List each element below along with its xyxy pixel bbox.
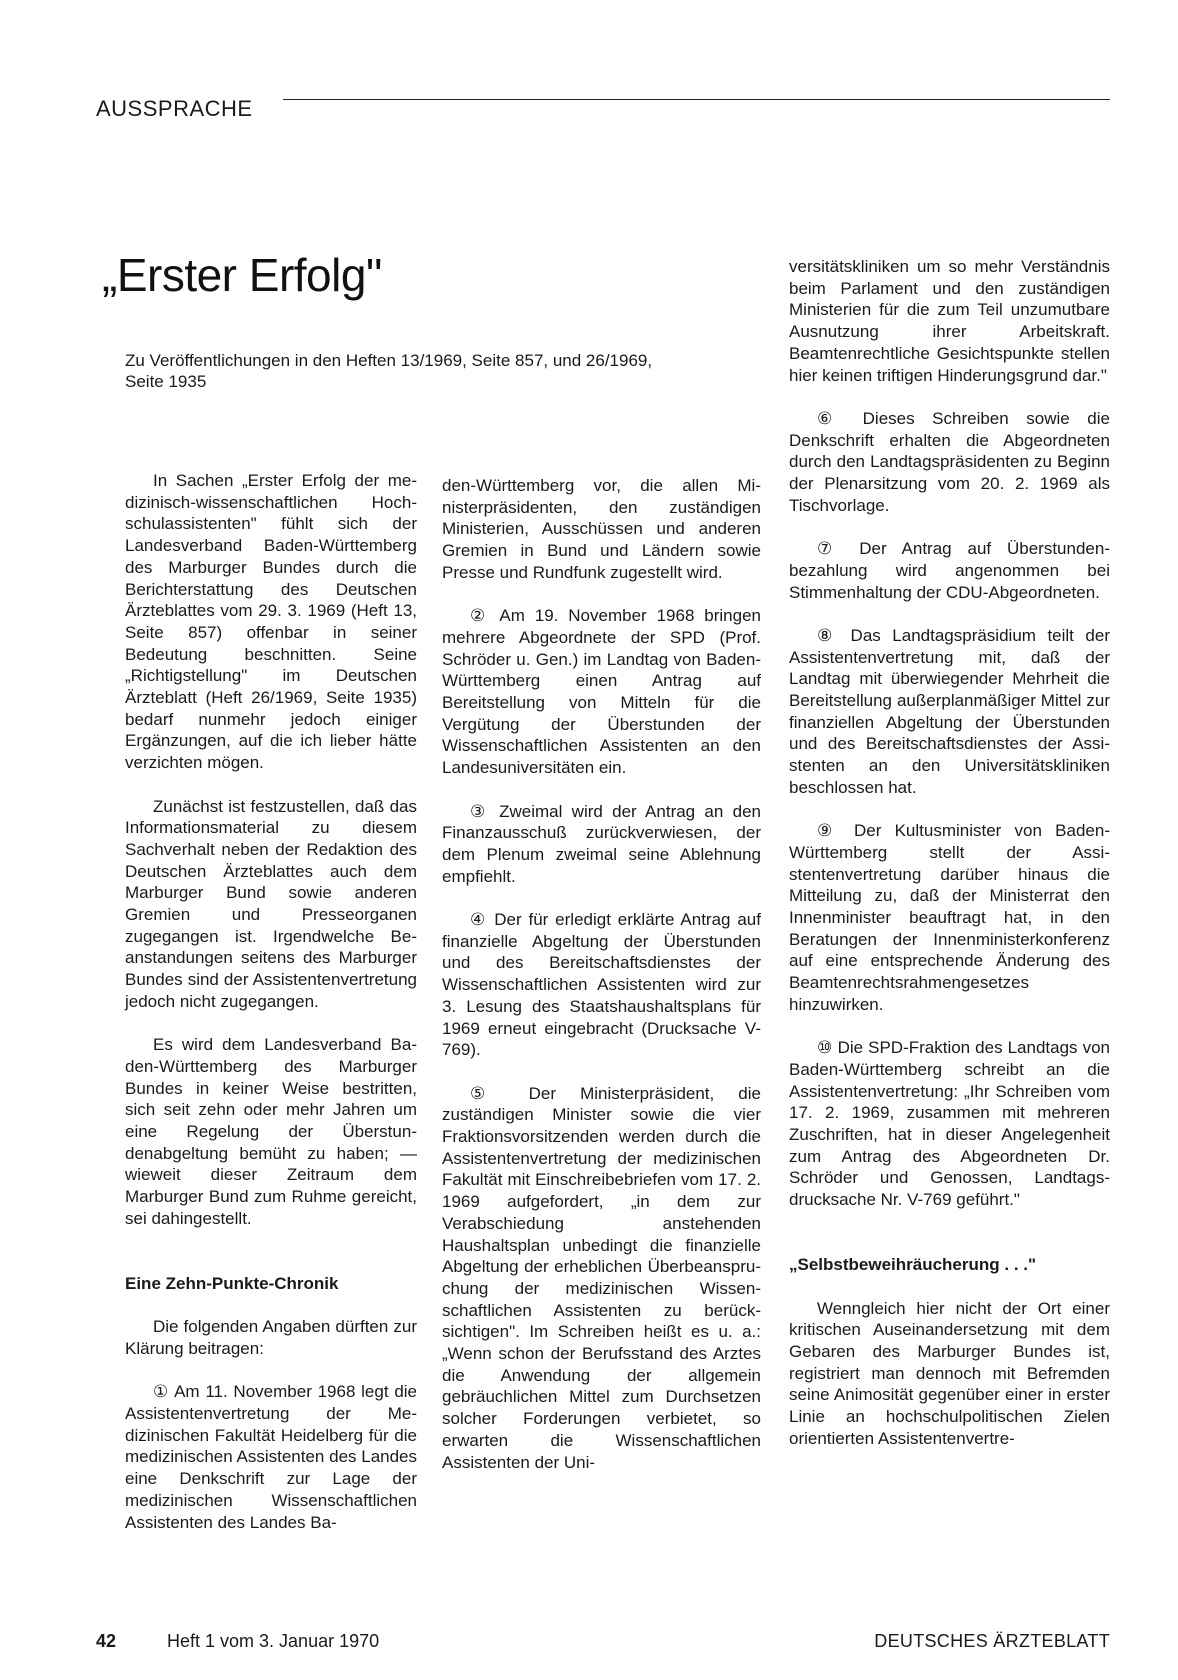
paragraph: Zunächst ist festzustellen, daß das Informationsmaterial zu diesem Sachverhalt neben der Redaktion des Deutschen Ärzteblattes auch dem Marburger Bund sowie anderen Gremien und Presseorganen zugegangen ist. Irgendwelche Beanstandungen seitens des Marburger Bundes sind der Assistentenvertretung jedoch nicht zugegangen. (125, 796, 417, 1011)
paragraph: In Sachen „Erster Erfolg der medizinisch-wissenschaftlichen Hochschulassistenten" fühlt sich der Landesverband Baden-Württemberg des Marburger Bundes durch die Berichterstattung des Deutschen Ärzteblattes vom 29. 3. 1969 (Heft 13, Seite 857) offenbar in seiner Bedeutung beschnitten. Seine „Richtigstellung" im Deutschen Ärzteblatt (Heft 26/1969, Seite 1935) bedarf nunmehr jedoch einiger Ergänzungen, auf die ich lieber hätte verzichten mögen. (125, 471, 417, 773)
article-title: „Erster Erfolg" (102, 249, 382, 301)
text-column-1 (125, 470, 417, 1555)
chronicle-item: ⑥ Dieses Schreiben sowie die Denkschrift erhalten die Abgeordneten durch den Landtagspräsidenten zu Beginn der Plenarsitzung vom 20. 2. 1969 als Tischvorlage. (789, 408, 1110, 515)
chronicle-item: ④ Der für erledigt erklärte Antrag auf finanzielle Abgeltung der Überstunden und des Bereitschaftsdienstes der Wissenschaftlichen Assistenten wird zur 3. Lesung des Staatshaushaltsplans für 1969 erneut eingebracht (Drucksache V-769). (442, 910, 761, 1060)
chronicle-item: ⑦ Der Antrag auf Überstundenbezahlung wird angenommen bei Stimmenhaltung der CDU-Abgeordneten. (789, 539, 1110, 602)
section-rule (283, 99, 1110, 100)
text-column-2 (442, 475, 761, 1495)
paragraph: Es wird dem Landesverband Baden-Württemberg des Marburger Bundes in keiner Weise bestritten, sich seit zehn oder mehr Jahren um eine Regelung der Überstundenabgeltung bemüht zu haben; — wieweit dieser Zeitraum dem Marburger Bund zum Ruhme gereicht, sei dahingestellt. (125, 1035, 417, 1228)
chronicle-item: ⑨ Der Kultusminister von Baden-Württemberg stellt der Assistentenvertretung darüber hinaus die Mitteilung zu, daß der Ministerrat den Innenminister beauftragt hat, in den Beratungen der Innenministerkonferenz auf eine entsprechende Änderung des Beamtenrechtsrahmengesetzes hinzuwirken. (789, 821, 1110, 1014)
section-subheading: „Selbstbeweihräucherung . . ." (789, 1254, 1037, 1274)
article-subtitle: Zu Veröffentlichungen in den Heften 13/1969, Seite 857, und 26/1969, Seite 1935 (125, 351, 653, 391)
paragraph: versitätskliniken um so mehr Verständnis beim Parlament und den zuständigen Ministerien für die zum Teil unzumutbare Ausnutzung ihrer Arbeitskraft. Beamtenrechtliche Gesichtspunkte stellen hier keinen triftigen Hinderungsgrund dar." (789, 257, 1110, 385)
issue-info: Heft 1 vom 3. Januar 1970 (167, 1631, 380, 1651)
section-label: AUSSPRACHE (96, 96, 253, 121)
section-subheading: Eine Zehn-Punkte-Chronik (125, 1273, 339, 1293)
chronicle-item: ① Am 11. November 1968 legt die Assistentenvertretung der Medizinischen Fakultät Heidelberg für die medizinischen Assistenten des Landes eine Denkschrift zur Lage der medizinischen Wissenschaftlichen Assistenten des Landes Ba- (125, 1382, 418, 1532)
text-column-3 (789, 256, 1110, 1471)
page-number: 42 (96, 1631, 117, 1651)
chronicle-item: ⑤ Der Ministerpräsident, die zuständigen Minister sowie die vier Fraktionsvorsitzenden werden durch die Assistentenvertretung der medizinischen Fakultät mit Einschreibebriefen vom 17. 2. 1969 aufgefordert, „in dem zur Verabschiedung anstehenden Haushaltsplan unbedingt die finanzielle Abgeltung der erheblichen Überbeanspruchung der medizinischen Wissenschaftlichen Assistenten zu berücksichtigen". Im Schreiben heißt es u. a.: „Wenn schon der Berufsstand des Arztes die Anwendung der allgemein gebräuchlichen Mittel zum Durchsetzen solcher Forderungen verbietet, so erwarten die Wissenschaftlichen Assistenten der Uni- (442, 1083, 761, 1472)
paragraph: Wenngleich hier nicht der Ort einer kritischen Auseinandersetzung mit dem Gebaren des Marburger Bundes ist, registriert man dennoch mit Befremden seine Animosität gegenüber einer in erster Linie an hochschulpolitischen Zielen orientierten Assistentenvertre- (789, 1298, 1110, 1448)
chronicle-item: ⑩ Die SPD-Fraktion des Landtags von Baden-Württemberg schreibt an die Assistentenvertretung: „Ihr Schreiben vom 17. 2. 1969, zusammen mit mehreren Zuschriften, hat in dieser Angelegenheit zum Antrag des Abgeordneten Dr. Schröder und Genossen, Landtagsdrucksache Nr. V-769 geführt." (789, 1038, 1110, 1210)
paragraph: den-Württemberg vor, die allen Ministerpräsidenten, den zuständigen Ministerien, Ausschüssen und anderen Gremien in Bund und Ländern sowie Presse und Rundfunk zugestellt wird. (442, 476, 761, 582)
chronicle-item: ③ Zweimal wird der Antrag an den Finanzausschuß zurückverwiesen, der dem Plenum zweimal seine Ablehnung empfiehlt. (442, 801, 761, 886)
chronicle-item: ② Am 19. November 1968 bringen mehrere Abgeordnete der SPD (Prof. Schröder u. Gen.) im Landtag von Baden-Württemberg einen Antrag auf Bereitstellung von Mitteln für die Vergütung der Überstunden der Wissenschaftlichen Assistenten an den Landesuniversitäten ein. (442, 606, 761, 778)
chronicle-item: ⑧ Das Landtagspräsidium teilt der Assistentenvertretung mit, daß der Landtag mit überwiegender Mehrheit die Bereitstellung außerplanmäßiger Mittel zur finanziellen Abgeltung der Überstunden und des Bereitschaftsdienstes der Assistenten an den Universitätskliniken beschlossen hat. (789, 625, 1110, 797)
journal-name: DEUTSCHES ÄRZTEBLATT (874, 1631, 1110, 1651)
paragraph: Die folgenden Angaben dürften zur Klärung beitragen: (125, 1317, 417, 1358)
